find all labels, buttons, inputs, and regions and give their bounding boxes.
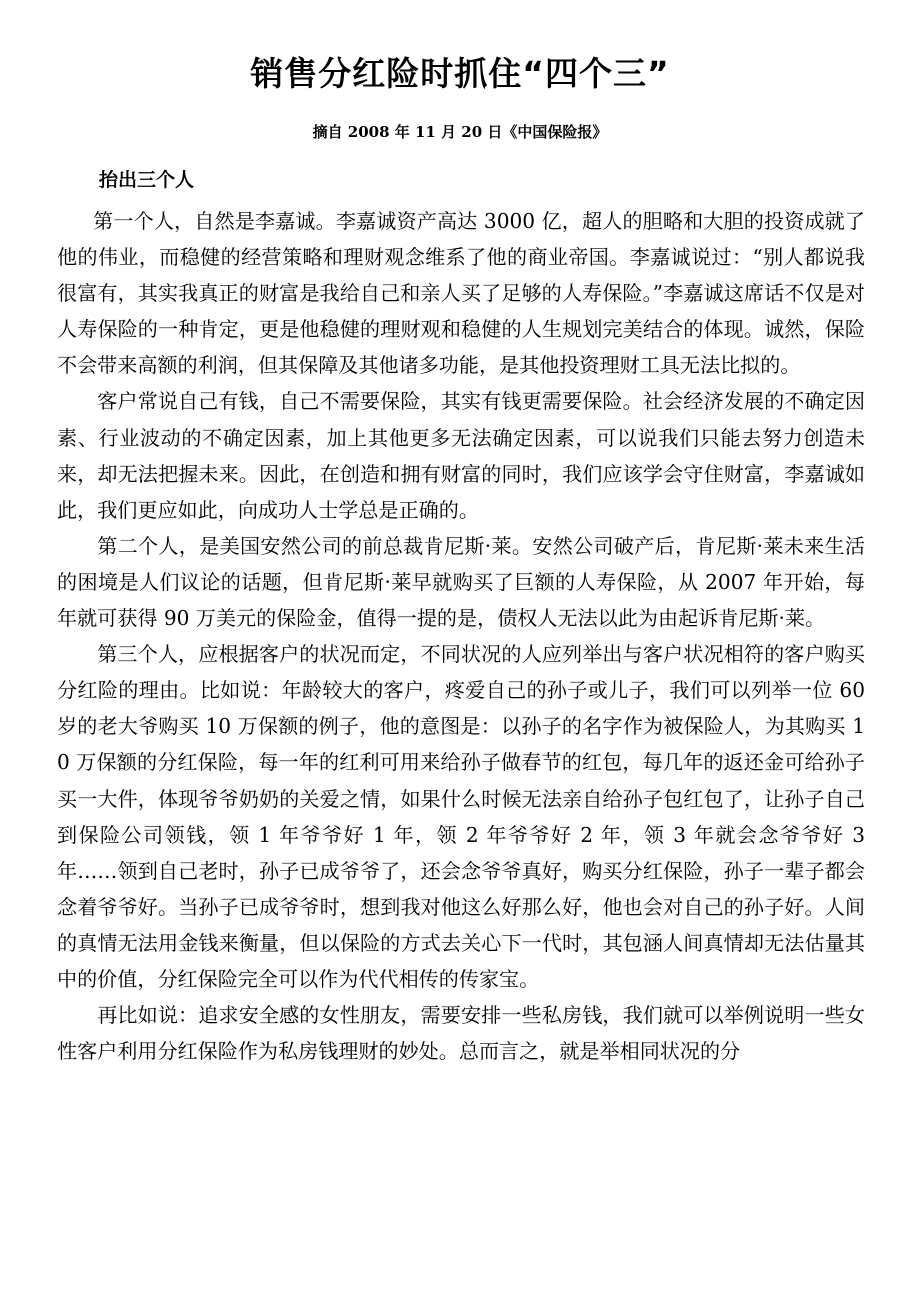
paragraph-female-clients: 再比如说：追求安全感的女性朋友，需要安排一些私房钱，我们就可以举例说明一些女性客户利用分红保险作为私房钱理财的妙处。总而言之，就是举相同状况的分: [57, 1003, 865, 1064]
paragraph-kenneth-lay: 第二个人，是美国安然公司的前总裁肯尼斯·莱。安然公司破产后，肯尼斯·莱未来生活的困境是人们议论的话题，但肯尼斯·莱早就购买了巨额的人寿保险，从 2007 年开始，每年就可获得 90 万美元的保险金，值得一提的是，债权人无法以此为由起诉肯尼斯·莱。: [57, 533, 865, 631]
document-source-line: 摘自 2008 年 11 月 20 日《中国保险报》: [312, 123, 608, 141]
paragraph-wealth-protection: 客户常说自己有钱，自己不需要保险，其实有钱更需要保险。社会经济发展的不确定因素、行业波动的不确定因素，加上其他更多无法确定因素，可以说我们只能去努力创造未来，却无法把握未来。因此，在创造和拥有财富的同时，我们应该学会守住财富，李嘉诚如此，我们更应如此，向成功人士学总是正确的。: [57, 389, 865, 522]
article-body: [57, 203, 865, 1069]
section-heading: 抬出三个人: [99, 169, 195, 191]
paragraph-third-person: 第三个人，应根据客户的状况而定，不同状况的人应列举出与客户状况相符的客户购买分红险的理由。比如说：年龄较大的客户，疼爱自己的孙子或儿子，我们可以列举一位 60 岁的老大爷购买 10 万保额的例子，他的意图是：以孙子的名字作为被保险人，为其购买 10 万保额的分红保险，每一年的红利可用来给孙子做春节的红包，每几年的返还金可给孙子买一大件，体现爷爷奶奶的关爱之情，如果什么时候无法亲自给孙子包红包了，让孙子自己到保险公司领钱，领 1 年爷爷好 1 年，领 2 年爷爷好 2 年，领 3 年就会念爷爷好 3 年……领到自己老时，孙子已成爷爷了，还会念爷爷真好，购买分红保险，孙子一辈子都会念着爷爷好。当孙子已成爷爷时，想到我对他这么好那么好，他也会对自己的孙子好。人间的真情无法用金钱来衡量，但以保险的方式去关心下一代时，其包涵人间真情却无法估量其中的价值，分红保险完全可以作为代代相传的传家宝。: [57, 642, 865, 991]
document-title: 销售分红险时抓住“四个三”: [250, 54, 670, 93]
paragraph-li-ka-shing: 第一个人，自然是李嘉诚。李嘉诚资产高达 3000 亿，超人的胆略和大胆的投资成就了他的伟业，而稳健的经营策略和理财观念维系了他的商业帝国。李嘉诚说过：“别人都说我很富有，其实我真正的财富是我给自己和亲人买了足够的人寿保险。”李嘉诚这席话不仅是对人寿保险的一种肯定，更是他稳健的理财观和稳健的人生规划完美结合的体现。诚然，保险不会带来高额的利润，但其保障及其他诸多功能，是其他投资理财工具无法比拟的。: [57, 209, 865, 378]
